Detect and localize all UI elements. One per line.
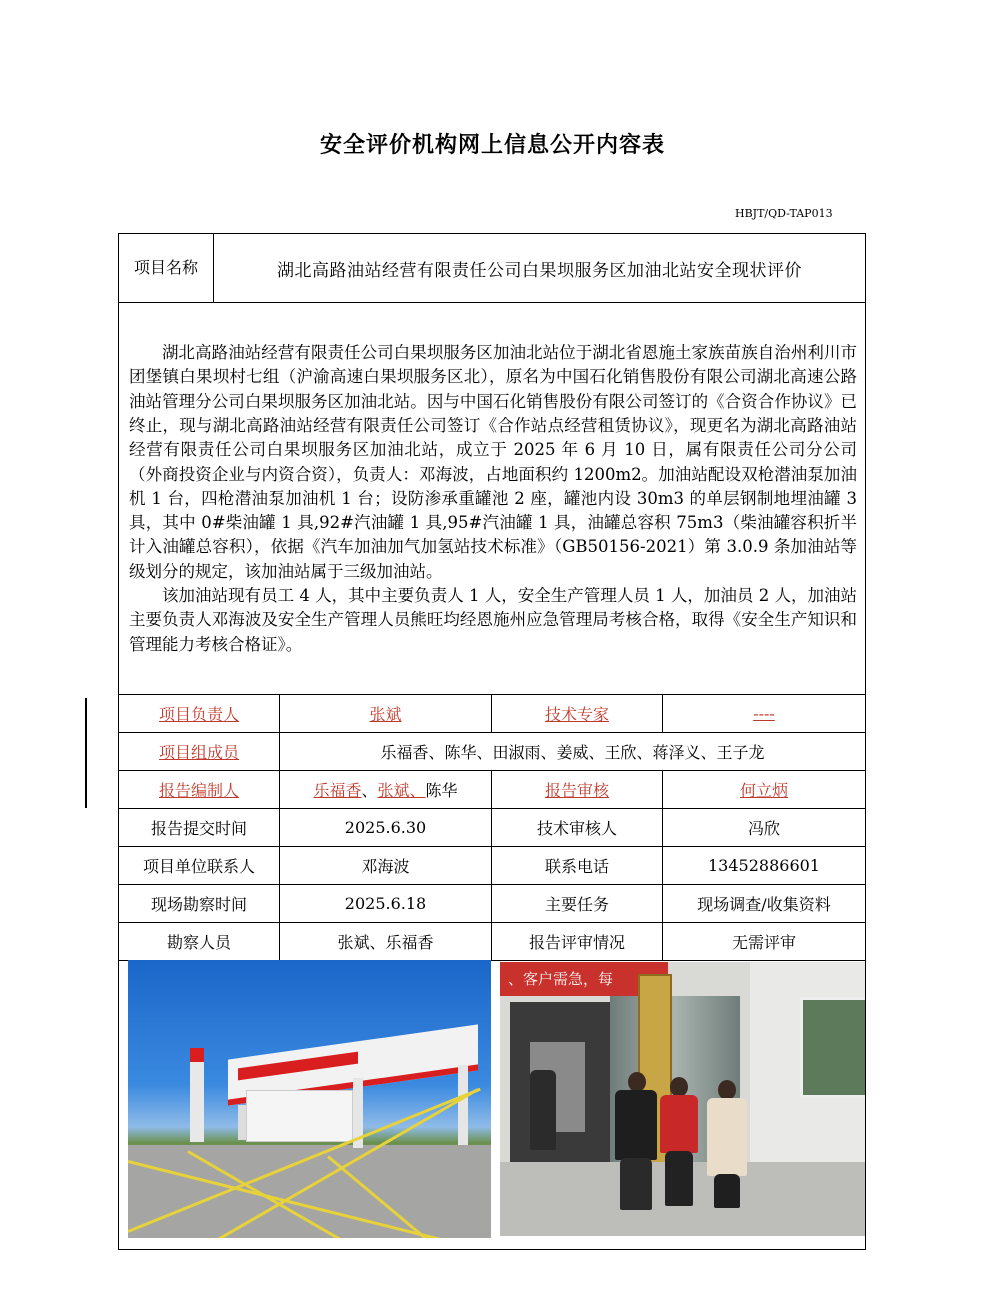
person-head [670, 1077, 688, 1097]
description-paragraph-1: 湖北高路油站经营有限责任公司白果坝服务区加油北站位于湖北省恩施土家族苗族自治州利川市团堡镇白果坝村七组（沪渝高速白果坝服务区北），原名为中国石化销售股份有限公司湖北高速公路油站管理分公司白果坝服务区加油北站。因与中国石化销售股份有限公司签订的《合资合作协议》已终止，现与湖北高路油站经营有限责任公司签订《合作站点经营租赁协议》，现更名为湖北高路油站经营有限责任公司白果坝服务区加油北站，成立于 2025 年 6 月 10 日，属有限责任公司分公司（外商投资企业与内资合资），负责人：邓海波，占地面积约 1200m2。加油站配设双枪潜油泵加油机 1 台，四枪潜油泵加油机 1 台；设防渗承重罐池 2 座，罐池内设 30m3 的单层钢制地埋油罐 3 具，其中 0#柴油罐 1 具,92#汽油罐 1 具,95#汽油罐 1 具，油罐总容积 75m3（柴油罐容积折半计入油罐总容积），依据《汽车加油加气加氢站技术标准》（GB50156-2021）第 3.0.9 条加油站等级划分的规定，该加油站属于三级加油站。 [129, 343, 857, 581]
expert-link[interactable]: ---- [753, 704, 775, 723]
task-label: 主要任务 [492, 885, 663, 923]
review-value[interactable] [663, 771, 866, 809]
author-link-a[interactable]: 乐福香 [313, 781, 362, 800]
leader-value[interactable] [280, 695, 492, 733]
tech-review-value: 冯欣 [663, 809, 866, 847]
page-title: 安全评价机构网上信息公开内容表 [319, 132, 665, 158]
person-legs [665, 1151, 693, 1206]
expert-label-link[interactable]: 技术专家 [544, 705, 609, 724]
document-code: HBJT/QD-TAP013 [735, 207, 833, 220]
description-paragraph-2: 该加油站现有员工 4 人，其中主要负责人 1 人，安全生产管理人员 1 人，加油员 2 人，加油站主要负责人邓海波及安全生产管理人员熊旺均经恩施州应急管理局考核合格，取得《安全生产知识和管理能力考核合格证》。 [129, 586, 857, 654]
contact-row [119, 847, 866, 885]
price-sign-pole [190, 1048, 204, 1142]
expert-label[interactable] [492, 695, 663, 733]
leader-link[interactable]: 张斌 [369, 705, 402, 724]
author-c: 陈华 [425, 781, 458, 800]
contact-value: 邓海波 [280, 847, 492, 885]
submit-row [119, 809, 866, 847]
submit-label: 报告提交时间 [119, 809, 280, 847]
person-head [628, 1072, 646, 1092]
author-row [119, 771, 866, 809]
expert-value[interactable] [663, 695, 866, 733]
leader-label[interactable] [119, 695, 280, 733]
author-value [280, 771, 492, 809]
person-legs [620, 1158, 652, 1210]
project-name-label: 项目名称 [119, 234, 214, 303]
description-row [119, 303, 866, 695]
review-label[interactable] [492, 771, 663, 809]
contact-label: 项目单位联系人 [119, 847, 280, 885]
author-label-link[interactable]: 报告编制人 [158, 781, 239, 800]
members-label-link[interactable]: 项目组成员 [158, 743, 239, 762]
window [800, 997, 865, 1098]
project-name-row [119, 234, 866, 303]
entrance-banner: 、客户需急，每 [500, 962, 668, 996]
project-name-value: 湖北高路油站经营有限责任公司白果坝服务区加油北站安全现状评价 [214, 234, 866, 303]
review-status-label: 报告评审情况 [492, 923, 663, 961]
project-description [119, 303, 866, 695]
phone-label: 联系电话 [492, 847, 663, 885]
survey-time-value: 2025.6.18 [280, 885, 492, 923]
surveyors-row [119, 923, 866, 961]
author-label[interactable] [119, 771, 280, 809]
review-link[interactable]: 何立炳 [739, 781, 788, 800]
members-label[interactable] [119, 733, 280, 771]
surveyors-value: 张斌、乐福香 [280, 923, 492, 961]
leader-row [119, 695, 866, 733]
author-separator-2[interactable]: 、 [409, 781, 426, 800]
review-label-link[interactable]: 报告审核 [544, 781, 609, 800]
leader-label-link[interactable]: 项目负责人 [158, 705, 239, 724]
submit-value: 2025.6.30 [280, 809, 492, 847]
person-legs [714, 1174, 740, 1208]
author-link-b[interactable]: 张斌 [377, 781, 410, 800]
task-value: 现场调查/收集资料 [663, 885, 866, 923]
gas-station-photo [128, 960, 491, 1238]
surveyors-label: 勘察人员 [119, 923, 280, 961]
person-head [718, 1080, 736, 1100]
phone-value: 13452886601 [663, 847, 866, 885]
review-status-value: 无需评审 [663, 923, 866, 961]
truck [246, 1090, 353, 1142]
person-beige-coat [707, 1098, 747, 1176]
author-separator-1: 、 [361, 781, 378, 800]
members-row [119, 733, 866, 771]
canopy-pillar [458, 1065, 468, 1145]
site-visit-photo [500, 962, 865, 1236]
margin-line [85, 698, 87, 808]
person-in-doorway [530, 1070, 556, 1150]
person-black-jacket [615, 1090, 657, 1160]
person-red-jacket [660, 1095, 698, 1153]
tech-review-label: 技术审核人 [492, 809, 663, 847]
survey-time-label: 现场勘察时间 [119, 885, 280, 923]
survey-row [119, 885, 866, 923]
members-value: 乐福香、陈华、田淑雨、姜威、王欣、蒋泽义、王子龙 [280, 733, 866, 771]
